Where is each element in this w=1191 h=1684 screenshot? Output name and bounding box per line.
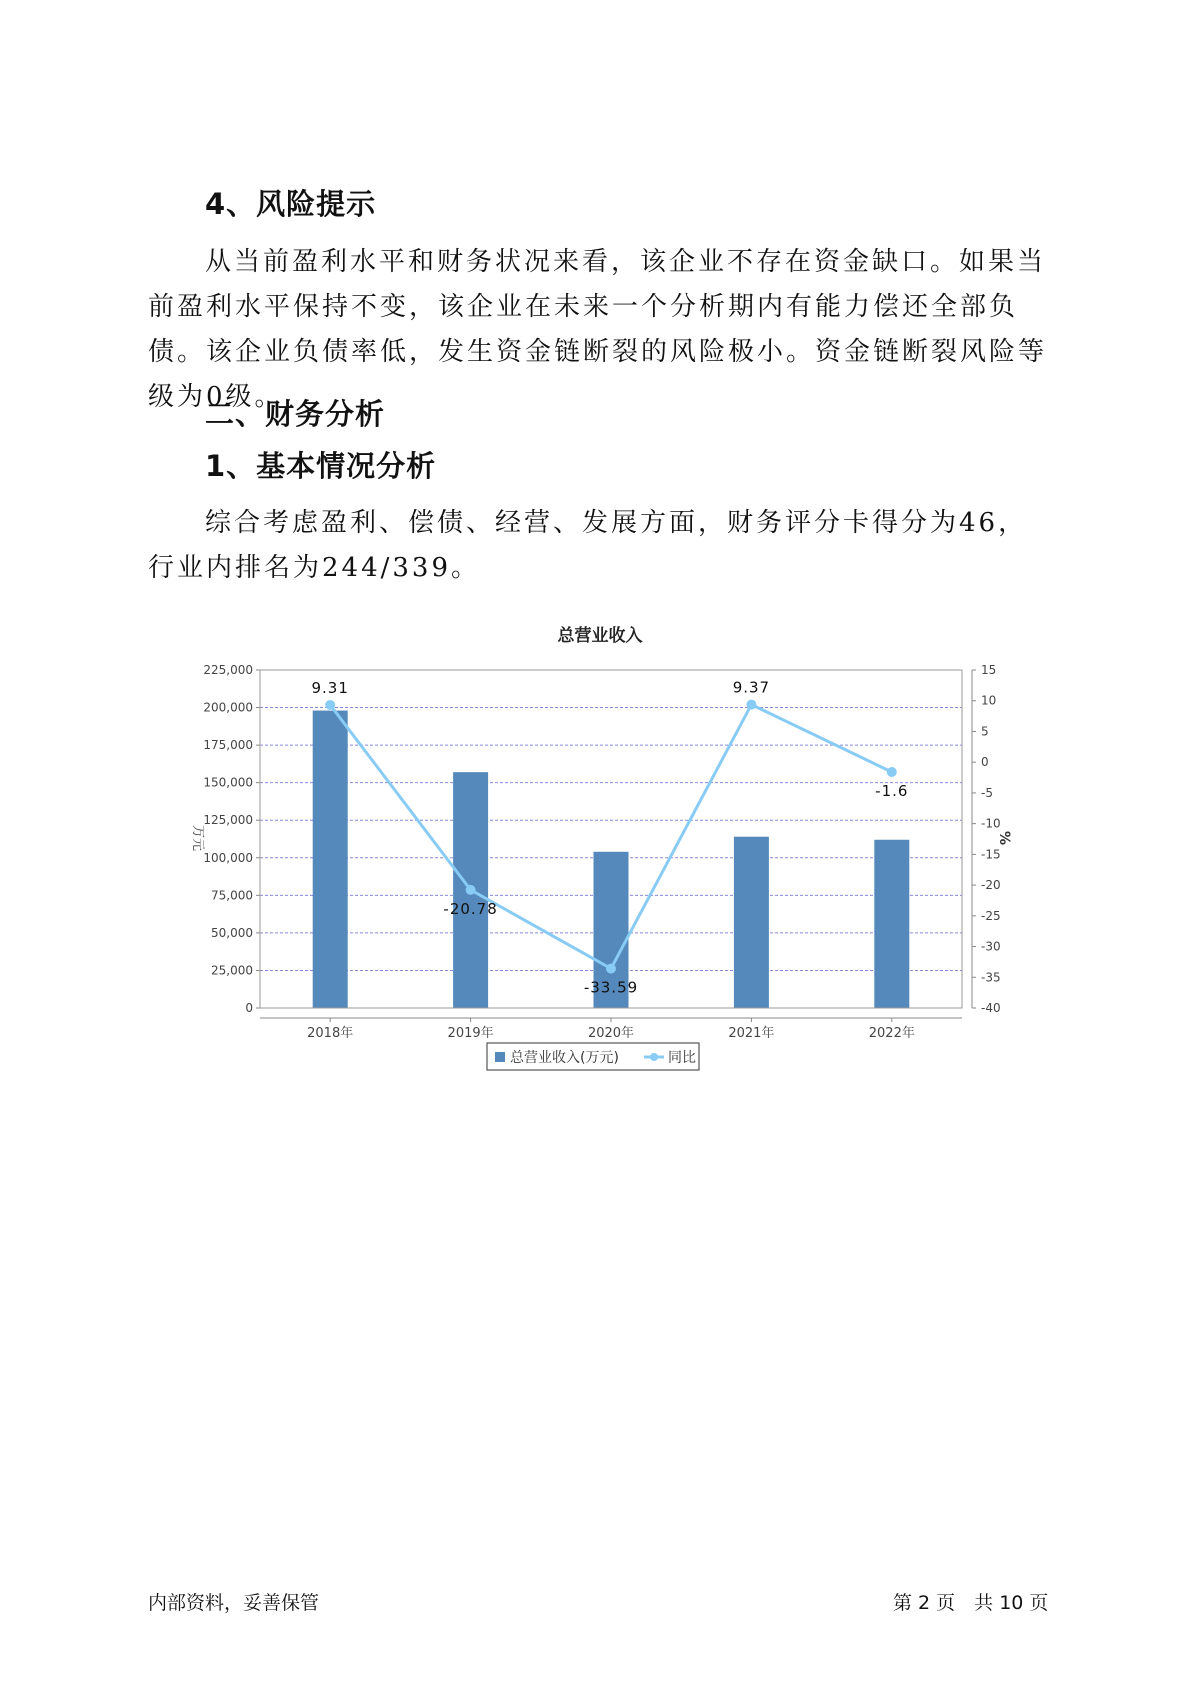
y-tick-label: 200,000 — [203, 700, 253, 715]
revenue-chart — [180, 608, 1040, 1078]
y2-tick-label: -15 — [981, 847, 1001, 862]
y2-tick-label: -30 — [981, 939, 1001, 954]
chart-legend — [487, 1043, 699, 1070]
risk-paragraph: 从当前盈利水平和财务状况来看，该企业不存在资金缺口。如果当前盈利水平保持不变，该企业在未来一个分析期内有能力偿还全部负债。该企业负债率低，发生资金链断裂的风险极小。资金链断裂风险等级为0级。 — [148, 247, 1048, 412]
y2-axis-label: % — [996, 830, 1012, 846]
y-tick-label: 25,000 — [211, 963, 253, 978]
y-axis-label: 万元 — [190, 824, 205, 852]
yoy-data-label: 9.37 — [732, 678, 771, 697]
revenue-bar — [734, 837, 769, 1008]
y-tick-label: 0 — [245, 1001, 253, 1015]
subsection-basic-analysis-title: 1、基本情况分析 — [205, 449, 437, 483]
legend-bar-label: 总营业收入(万元) — [510, 1050, 619, 1066]
y2-tick-label: -20 — [981, 878, 1001, 893]
yoy-point — [466, 885, 476, 895]
footer-confidential-note: 内部资料，妥善保管 — [148, 1592, 320, 1614]
y2-tick-label: 10 — [981, 693, 997, 708]
y2-tick-label: 0 — [981, 755, 989, 770]
y-tick-label: 225,000 — [203, 663, 253, 677]
yoy-point — [887, 767, 897, 777]
yoy-data-label: -20.78 — [443, 899, 498, 918]
y-tick-label: 50,000 — [211, 925, 253, 940]
y-tick-label: 75,000 — [211, 888, 253, 903]
y-tick-label: 150,000 — [203, 775, 253, 790]
x-tick-label: 2018年 — [307, 1026, 354, 1041]
x-tick-label: 2019年 — [447, 1026, 494, 1041]
yoy-point — [325, 700, 335, 710]
revenue-bar — [313, 711, 348, 1008]
y-tick-label: 100,000 — [203, 850, 253, 865]
yoy-point — [606, 964, 616, 974]
yoy-data-label: -1.6 — [875, 782, 909, 801]
y2-tick-label: -25 — [981, 908, 1001, 923]
basic-analysis-paragraph: 综合考虑盈利、偿债、经营、发展方面，财务评分卡得分为46，行业内排名为244/339。 — [148, 508, 1028, 583]
x-tick-label: 2020年 — [587, 1026, 635, 1041]
y-tick-label: 125,000 — [203, 813, 253, 828]
section-financial-analysis-title: 二、财务分析 — [205, 397, 386, 431]
y2-tick-label: -35 — [981, 970, 1001, 985]
chart-title: 总营业收入 — [557, 626, 643, 646]
x-tick-label: 2021年 — [728, 1026, 775, 1041]
y2-tick-label: 15 — [981, 663, 997, 677]
footer-page-number: 第 2 页 共 10 页 — [893, 1592, 1049, 1614]
yoy-data-label: -33.59 — [583, 978, 639, 997]
legend-bar-swatch — [495, 1052, 505, 1062]
section-risk-title: 4、风险提示 — [205, 187, 377, 221]
legend-line-marker — [650, 1053, 658, 1061]
y2-tick-label: 5 — [981, 724, 989, 739]
y2-tick-label: -5 — [981, 785, 993, 800]
legend-line-label: 同比 — [668, 1050, 696, 1066]
x-tick-label: 2022年 — [868, 1026, 915, 1041]
yoy-data-label: 9.31 — [311, 678, 349, 697]
y2-tick-label: -40 — [981, 1001, 1001, 1015]
revenue-bar — [874, 840, 909, 1008]
y-tick-label: 175,000 — [203, 738, 253, 753]
yoy-point — [746, 700, 756, 710]
y2-tick-label: -10 — [981, 816, 1001, 831]
